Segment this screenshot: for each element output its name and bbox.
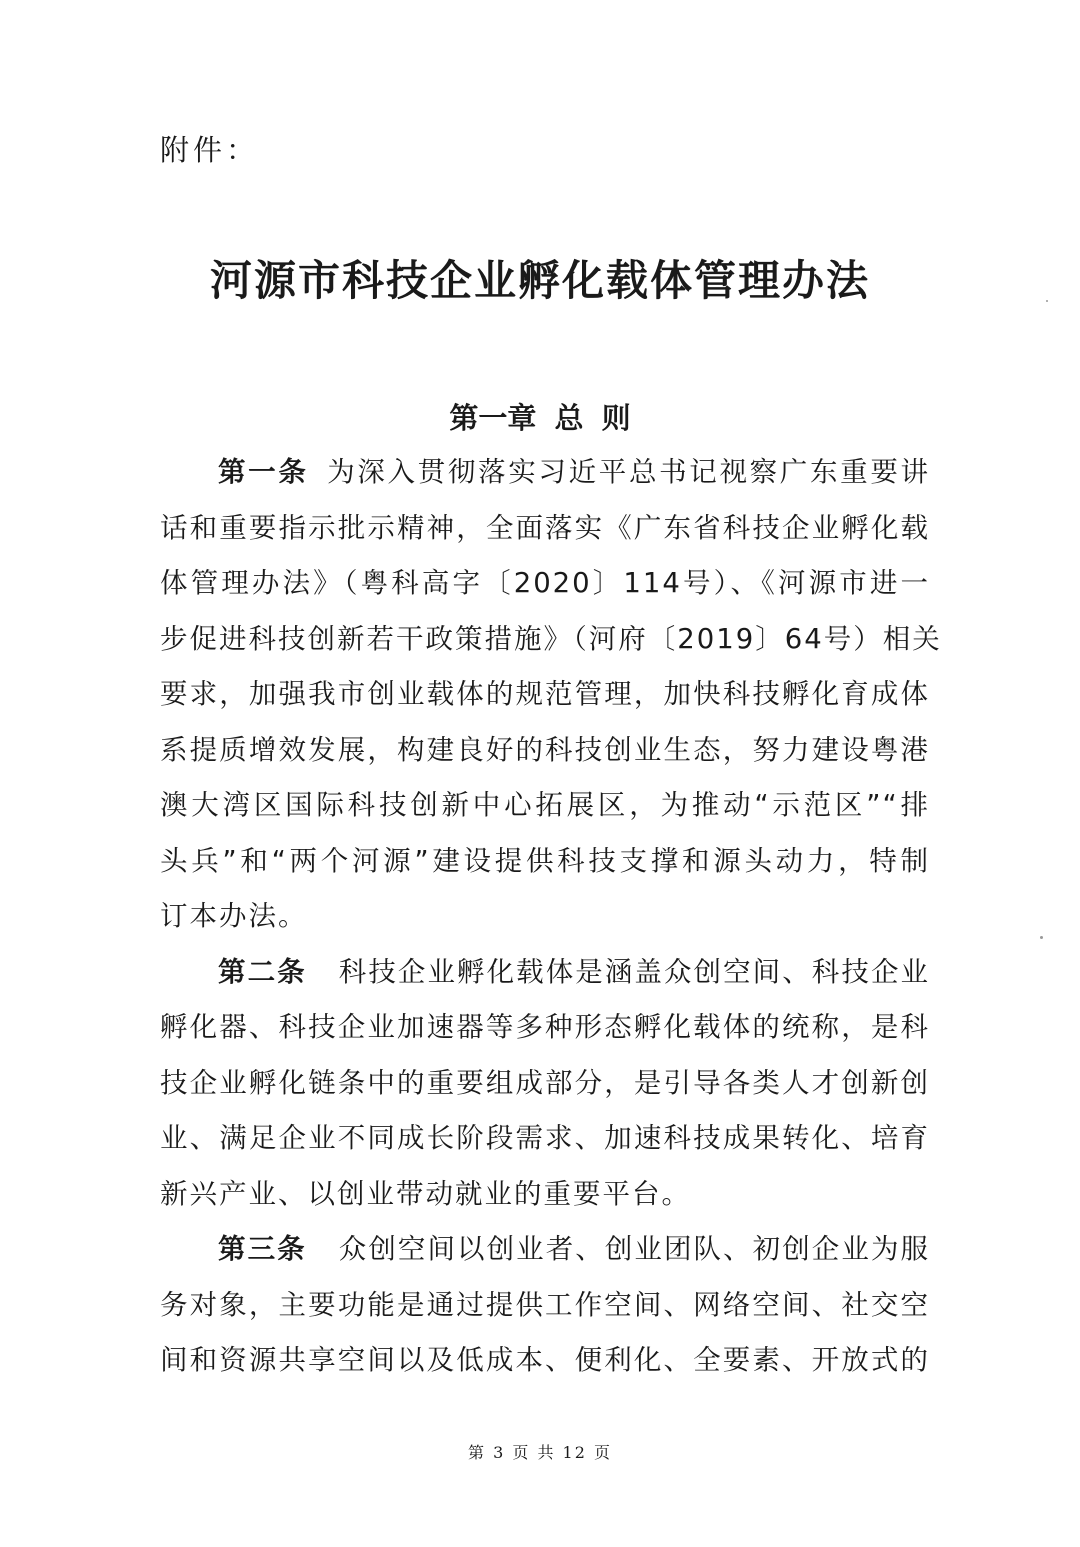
article-text-line: 话和重要指示批示精神，全面落实《广东省科技企业孵化载 [160, 511, 930, 544]
article-label: 第三条 [218, 1233, 307, 1265]
article-text-line: 步促进科技创新若干政策措施》（河府〔2019〕64号）相关 [160, 622, 942, 655]
article-2 [160, 945, 930, 1223]
article-text-line: 新兴产业、以创业带动就业的重要平台。 [160, 1177, 691, 1210]
article-3 [160, 1222, 930, 1389]
article-label: 第二条 [218, 955, 307, 988]
chapter-title: 第一章 总 则 [449, 401, 631, 435]
article-text-line: 众创空间以创业者、创业团队、初创企业为服 [338, 1233, 931, 1265]
article-text-line: 澳大湾区国际科技创新中心拓展区，为推动“示范区”“排 [160, 789, 930, 821]
article-text-line: 孵化器、科技企业加速器等多种形态孵化载体的统称，是科 [160, 1011, 930, 1043]
article-text-line: 技企业孵化链条中的重要组成部分，是引导各类人才创新创 [160, 1066, 930, 1099]
page-footer: 第 3 页 共 12 页 [468, 1443, 612, 1462]
article-first-line [160, 945, 930, 1001]
article-text-line: 订本办法。 [160, 900, 308, 932]
article-first-line [160, 445, 930, 501]
article-text-line: 业、满足企业不同成长阶段需求、加速科技成果转化、培育 [160, 1122, 930, 1154]
attachment-label: 附件： [160, 133, 260, 167]
article-text-line: 头兵”和“两个河源”建设提供科技支撑和源头动力，特制 [160, 844, 930, 877]
article-text-line: 要求，加强我市创业载体的规范管理，加快科技孵化育成体 [160, 678, 930, 710]
article-first-line [160, 1222, 930, 1278]
scan-speck [1040, 936, 1043, 939]
article-label: 第一条 [218, 456, 309, 488]
article-1 [160, 445, 942, 945]
article-text-line: 间和资源共享空间以及低成本、便利化、全要素、开放式的 [160, 1344, 930, 1376]
document-title: 河源市科技企业孵化载体管理办法 [209, 256, 870, 305]
document-body [160, 445, 942, 1389]
scan-speck [1046, 300, 1048, 302]
article-text-line: 科技企业孵化载体是涵盖众创空间、科技企业 [338, 955, 931, 988]
article-text-line: 系提质增效发展，构建良好的科技创业生态，努力建设粤港 [160, 733, 930, 766]
article-text-line: 为深入贯彻落实习近平总书记视察广东重要讲 [326, 456, 931, 488]
article-text-line: 务对象，主要功能是通过提供工作空间、网络空间、社交空 [160, 1288, 930, 1321]
article-text-line: 体管理办法》（粤科高字〔2020〕114号）、《河源市进一 [160, 567, 930, 599]
